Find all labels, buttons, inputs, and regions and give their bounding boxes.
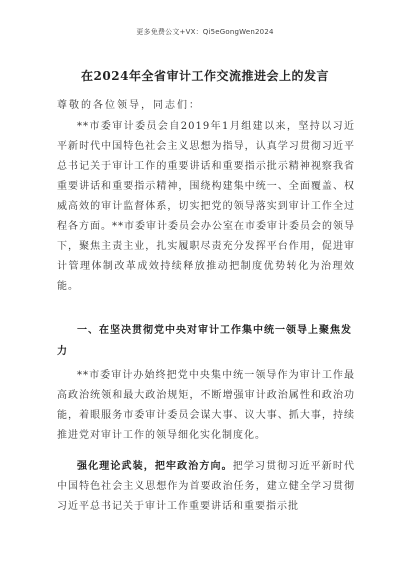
paragraph-theory: [57, 457, 355, 517]
paragraph-theory-text: 把学习贯彻习近平新时代中国特色社会主义思想作为首要政治任务，建立健全学习贯彻习近平总书记关于审计工作重要讲话和重要指示批: [57, 461, 355, 512]
section-heading-1: 一、在坚决贯彻党中央对审计工作集中统一领导上聚焦发力: [57, 325, 352, 357]
document-title: 在2024年全省审计工作交流推进会上的发言: [81, 69, 329, 83]
paragraph-section1: **市委审计办始终把党中央集中统一领导作为审计工作最高政治统领和最大政治规矩，不断增强审计政治属性和政治功能，着眼服务市委审计委员会谋大事、议大事、抓大事，持续推进党对审计工作的领导细化实化制度化。: [57, 370, 355, 441]
paragraph-lead-bold: 强化理论武装，把牢政治方向。: [77, 461, 233, 472]
salutation: 尊敬的各位领导，同志们：: [57, 100, 201, 111]
paragraph-intro: **市委审计委员会自2019年1月组建以来，坚持以习近平新时代中国特色社会主义思想为指导，认真学习贯彻习近平总书记关于审计工作的重要讲话和重要指示批示精神视察我省重要讲话和重要指示精神，围绕构建集中统一、全面覆盖、权威高效的审计监督体系，切实把党的领导落实到审计工作全过程各方面。**市委审计委员会办公室在市委审计委员会的领导下，聚焦主责主业，扎实履职尽责充分发挥平台作用，促进审计管理体制改革成效持续释放推动把制度优势转化为治理效能。: [57, 121, 355, 292]
header-note: 更多免费公文+VX：Qi5eGongWen2024: [136, 28, 274, 36]
